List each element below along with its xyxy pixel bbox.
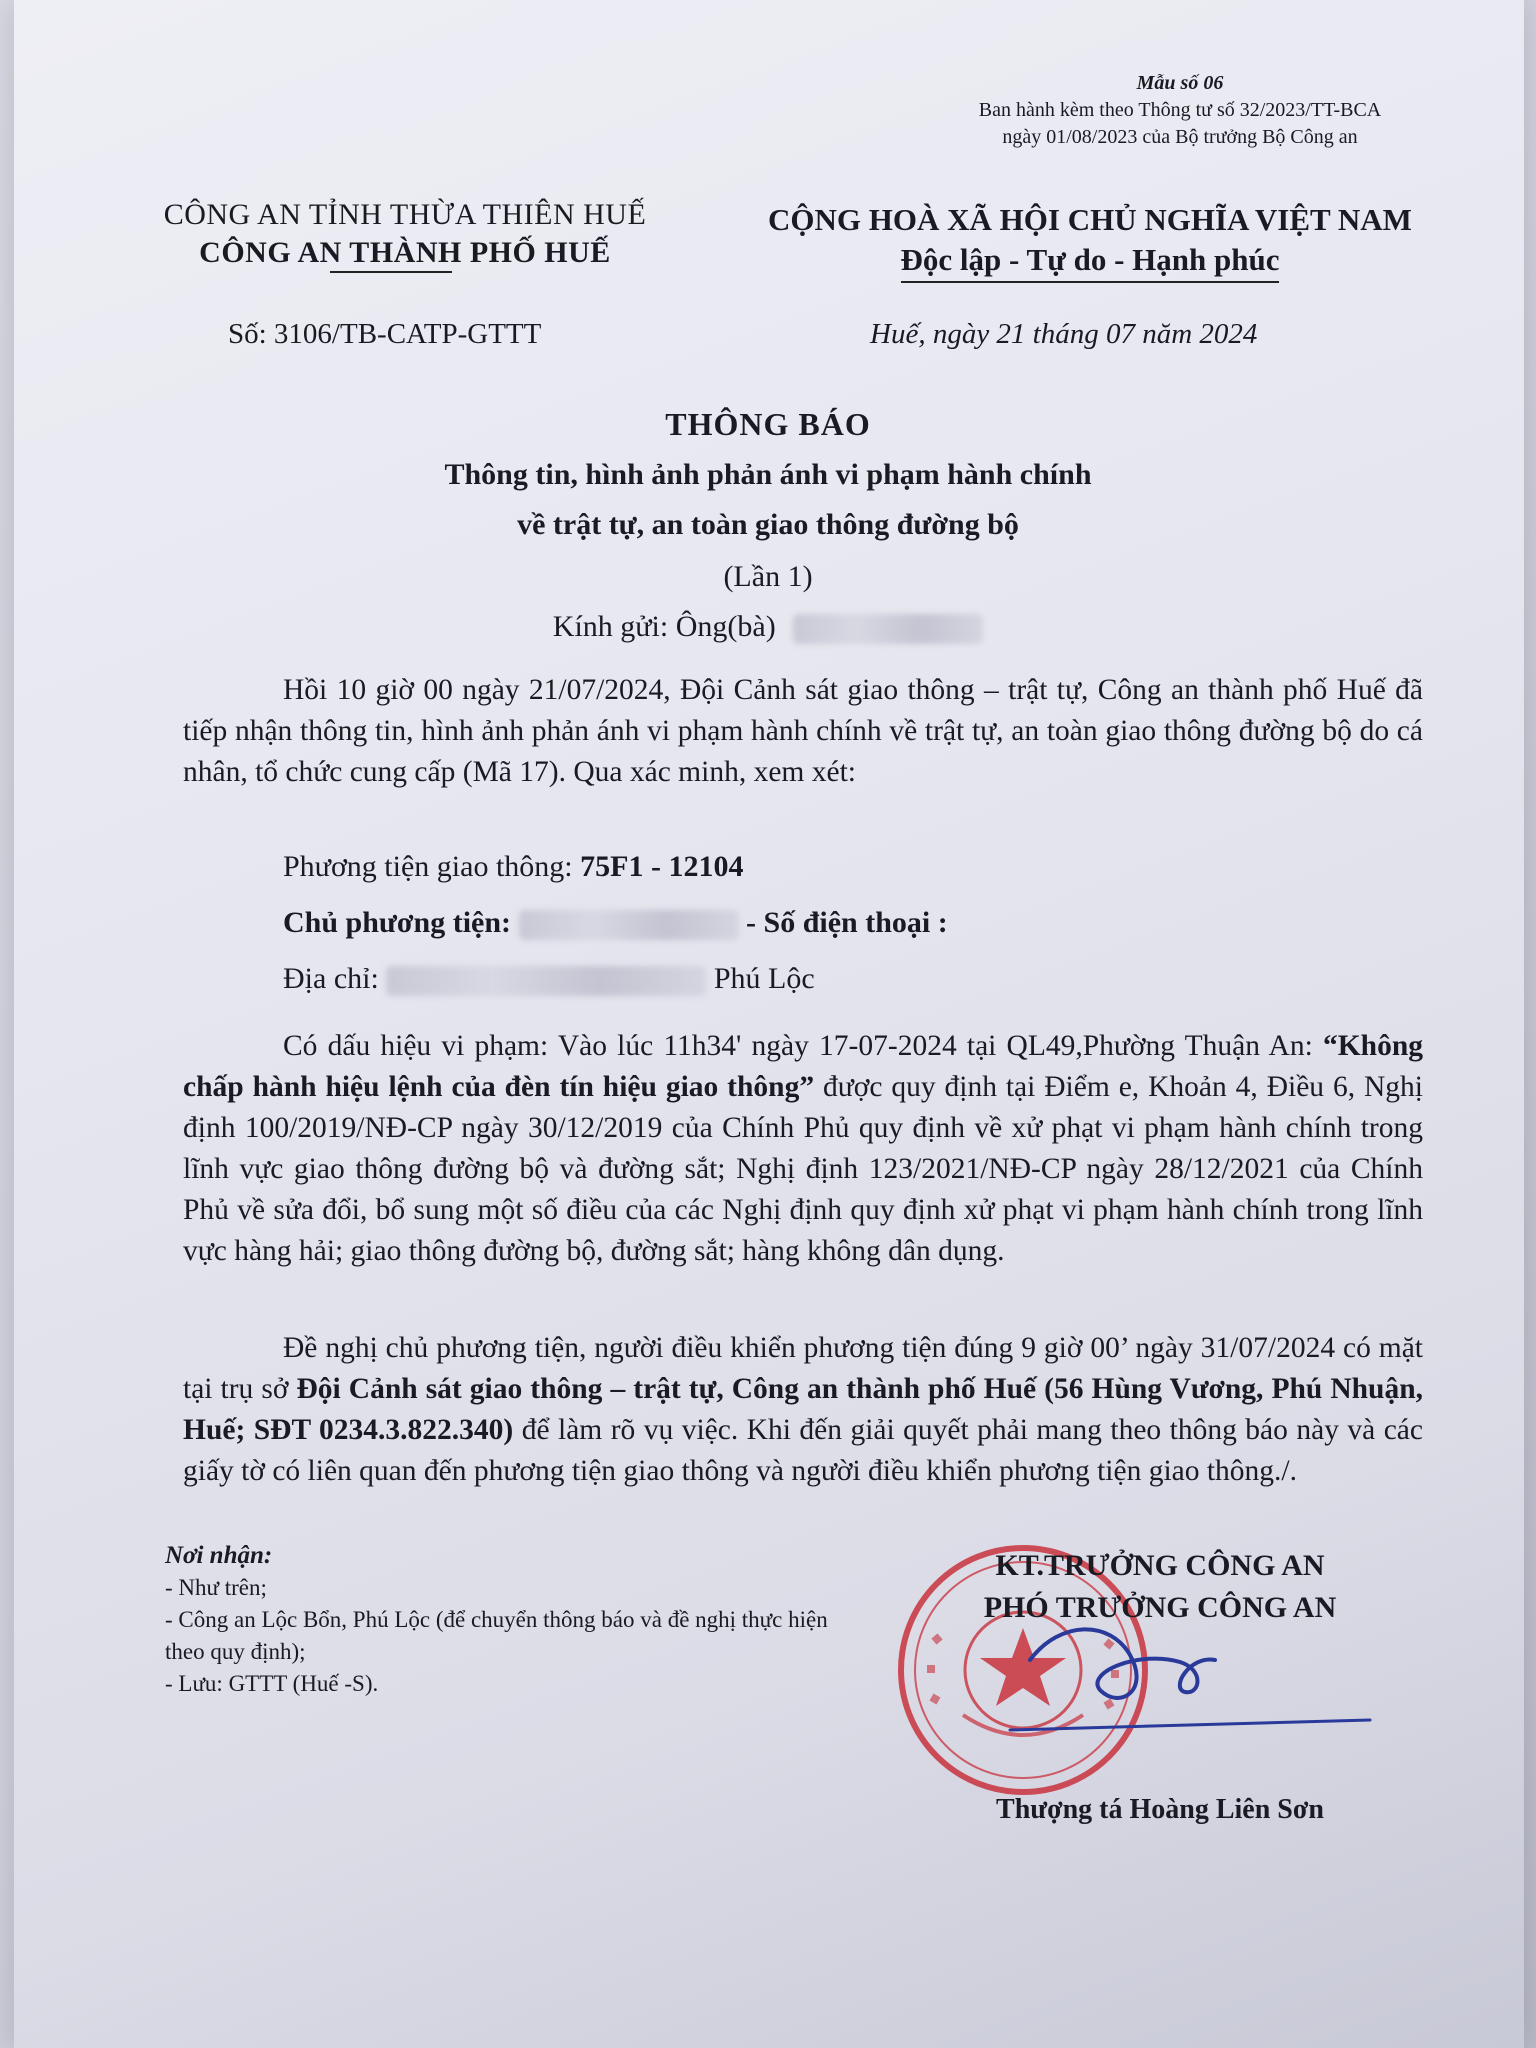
recipient-line [0,610,1536,644]
address-row [283,962,815,996]
owner-label: Chủ phương tiện: [283,906,519,939]
issuing-agency: CÔNG AN THÀNH PHỐ HUẾ [199,236,611,269]
recipient-item: - Lưu: GTTT (Huế -S). [165,1671,379,1696]
national-header [730,200,1450,283]
document-title: THÔNG BÁO [665,406,871,442]
recipients-heading: Nơi nhận: [165,1542,273,1569]
vehicle-row [283,850,743,884]
violation-lead: Có dấu hiệu vi phạm: Vào lúc 11h34' ngày 17-07-2024 tại QL49,Phường Thuận An: [283,1030,1323,1062]
violation-legal-basis: được quy định tại Điểm e, Khoản 4, Điều 6, Nghị định 100/2019/NĐ-CP ngày 30/12/2019 của Chính Phủ quy định về xử phạt vi phạm hành chính trong lĩnh vực giao thông đường bộ và đường sắt; Nghị định 123/2021/NĐ-CP ngày 28/12/2021 của Chính Phủ về sửa đổi, bổ sung một số điều của các Nghị định quy định xử phạt vi phạm hành chính trong lĩnh vực hàng hải; giao thông đường bộ, đường sắt; hàng không dân dụng. [183,1071,1423,1267]
document-number: Số: 3106/TB-CATP-GTTT [228,318,542,350]
recipient-item: - Như trên; [165,1575,267,1600]
form-issued-with: Ban hành kèm theo Thông tư số 32/2023/TT-BCA [978,99,1382,121]
document-page [14,0,1524,2048]
redacted-owner-name [519,910,739,940]
address-suffix: Phú Lộc [706,962,815,995]
violation-paragraph [183,1026,1423,1272]
request-paragraph [183,1328,1423,1492]
country-name: CỘNG HOÀ XÃ HỘI CHỦ NGHĨA VIỆT NAM [768,202,1412,237]
agency-header [120,196,690,273]
violation-act: “Không chấp hành hiệu lệnh của đèn tín hiệu giao thông” [183,1030,1423,1103]
document-subtitle-1: Thông tin, hình ảnh phản ánh vi phạm hành chính [444,458,1092,491]
signer-title-2: PHÓ TRƯỞNG CÔNG AN [983,1591,1337,1624]
agency-underline [330,271,452,273]
request-place: Đội Cảnh sát giao thông – trật tự, Công an thành phố Huế (56 Hùng Vương, Phú Nhuận, Huế; SĐT 0234.3.822.340) [183,1373,1423,1446]
notice-round: (Lần 1) [723,560,813,593]
license-plate: 75F1 - 12104 [580,850,744,883]
form-reference [930,70,1430,151]
vehicle-label: Phương tiện giao thông: [283,850,581,883]
phone-label: - Số điện thoại : [738,906,948,939]
address-label: Địa chỉ: [283,962,387,995]
handwritten-signature [1000,1600,1380,1740]
recipients-block [165,1540,885,1700]
request-instructions: để làm rõ vụ việc. Khi đến giải quyết phải mang theo thông báo này và các giấy tờ có liên quan đến phương tiện giao thông và người điều khiển phương tiện giao thông./. [183,1414,1423,1487]
owner-row [283,906,948,940]
signer-title-1: KT.TRƯỞNG CÔNG AN [995,1549,1325,1582]
place-date: Huế, ngày 21 tháng 07 năm 2024 [870,318,1258,350]
redacted-recipient-name [793,614,983,644]
recipient-label: Kính gửi: Ông(bà) [552,610,776,643]
signer-name: Thượng tá Hoàng Liên Sơn [996,1794,1324,1825]
national-motto: Độc lập - Tự do - Hạnh phúc [901,240,1280,283]
parent-agency: CÔNG AN TỈNH THỪA THIÊN HUẾ [163,198,647,231]
recipient-item: - Công an Lộc Bổn, Phú Lộc (để chuyển thông báo và đề nghị thực hiện theo quy định); [165,1607,828,1664]
form-number: Mẫu số 06 [1136,72,1224,94]
request-lead: Đề nghị chủ phương tiện, người điều khiển phương tiện đúng 9 giờ 00’ ngày 31/07/2024 có mặt tại trụ sở [183,1332,1423,1405]
intro-paragraph: Hồi 10 giờ 00 ngày 21/07/2024, Đội Cảnh sát giao thông – trật tự, Công an thành phố Huế đã tiếp nhận thông tin, hình ảnh phản ánh vi phạm hành chính về trật tự, an toàn giao thông đường bộ do cá nhân, tổ chức cung cấp (Mã 17). Qua xác minh, xem xét: [183,674,1423,788]
document-subtitle-2: về trật tự, an toàn giao thông đường bộ [517,508,1019,541]
form-issued-date: ngày 01/08/2023 của Bộ trưởng Bộ Công an [1002,126,1358,148]
redacted-address [386,966,706,996]
